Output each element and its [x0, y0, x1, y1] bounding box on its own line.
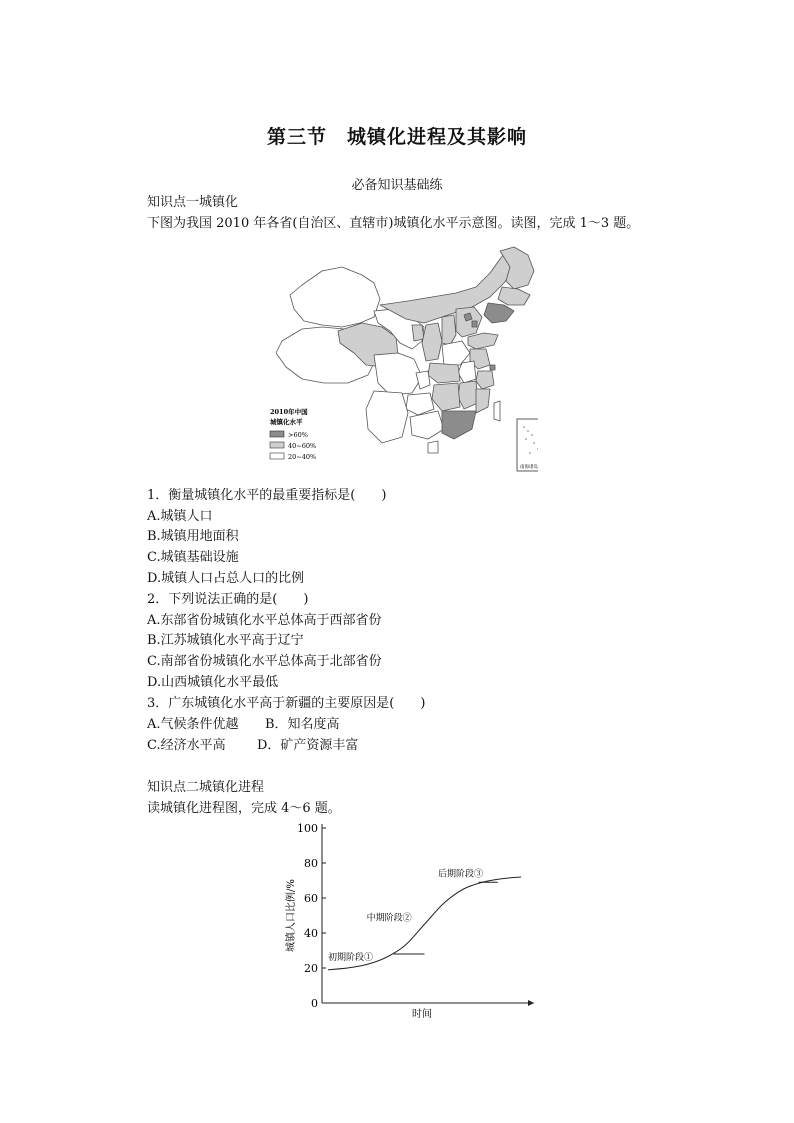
stage-label-3: 后期阶段③ — [438, 869, 484, 880]
legend-label-high: >60% — [288, 431, 308, 439]
south-china-sea-inset — [517, 419, 538, 471]
question-3-option-a: A.气候条件优越 — [147, 717, 239, 732]
province-taiwan — [494, 401, 500, 421]
province-hunan — [432, 383, 460, 411]
question-2-option-c: C.南部省份城镇化水平总体高于北部省份 — [147, 654, 382, 669]
question-1-option-b: B.城镇用地面积 — [147, 529, 239, 544]
province-hebei — [456, 307, 482, 337]
province-guizhou — [406, 393, 434, 415]
question-1-option-a: A.城镇人口 — [147, 509, 213, 524]
question-3-stem: 3．广东城镇化水平高于新疆的主要原因是( ) — [147, 696, 426, 711]
page-title: 第三节 城镇化进程及其影响 — [266, 126, 527, 148]
province-tianjin — [472, 321, 477, 327]
section2-heading: 知识点二城镇化进程 — [147, 780, 265, 795]
y-tick-label-0: 0 — [311, 997, 318, 1010]
province-guangxi — [410, 411, 444, 439]
question-2-stem: 2．下列说法正确的是( ) — [147, 592, 309, 607]
inset-label: 南海诸岛 — [520, 465, 538, 470]
province-shanxi — [442, 315, 456, 345]
question-1-stem: 1．衡量城镇化水平的最重要指标是( ) — [147, 488, 387, 503]
question-2-option-b: B.江苏城镇化水平高于辽宁 — [147, 633, 304, 648]
question-3-options-row-1 — [147, 715, 340, 735]
province-beijing — [464, 313, 472, 321]
y-tick-label-80: 80 — [304, 857, 318, 870]
y-axis-label: 城镇人口比例/% — [286, 879, 297, 952]
province-ningxia — [412, 325, 424, 341]
urbanization-process-chart — [276, 818, 546, 1024]
legend-label-low: 20~40% — [288, 453, 317, 461]
question-3-option-b: B．知名度高 — [265, 717, 340, 732]
legend-title-1: 2010年中国 — [270, 408, 308, 416]
province-henan — [442, 341, 470, 365]
province-hubei — [428, 363, 460, 383]
y-tick-label-100: 100 — [297, 822, 318, 835]
legend-title-2: 城镇化水平 — [270, 418, 303, 426]
province-xinjiang — [290, 267, 380, 327]
x-axis-arrow — [528, 1000, 534, 1006]
legend-swatch-mid — [270, 442, 284, 448]
section1-intro: 下图为我国 2010 年各省(自治区、直辖市)城镇化水平示意图。读图，完成 1～3 题。 — [147, 216, 640, 231]
province-jiangxi — [458, 381, 478, 409]
stage-label-1: 初期阶段① — [328, 953, 374, 963]
china-urbanization-map — [262, 243, 538, 475]
question-1-option-d: D.城镇人口占总人口的比例 — [147, 571, 305, 586]
legend-swatch-low — [270, 453, 284, 459]
province-jilin — [498, 287, 530, 305]
province-sichuan — [374, 353, 422, 395]
stage-label-2: 中期阶段② — [366, 913, 412, 924]
question-3-options-row-2 — [147, 736, 358, 756]
question-1-option-c: C.城镇基础设施 — [147, 550, 239, 565]
question-2-option-a: A.东部省份城镇化水平总体高于西部省份 — [147, 613, 382, 628]
province-chongqing — [416, 371, 430, 389]
y-tick-label-20: 20 — [304, 962, 318, 975]
province-hainan — [428, 441, 438, 453]
province-zhejiang — [476, 371, 494, 389]
page-subtitle: 必备知识基础练 — [351, 178, 443, 193]
x-axis-label: 时间 — [412, 1009, 432, 1020]
question-2-option-d: D.山西城镇化水平最低 — [147, 675, 279, 690]
legend-label-mid: 40~60% — [288, 442, 317, 450]
province-shanghai — [490, 365, 495, 370]
section2-intro: 读城镇化进程图，完成 4～6 题。 — [147, 801, 341, 816]
province-shandong — [468, 333, 498, 349]
y-tick-label-40: 40 — [304, 927, 318, 940]
province-fujian — [476, 389, 490, 413]
section1-heading: 知识点一城镇化 — [147, 195, 239, 210]
province-guangdong — [442, 411, 476, 439]
legend-swatch-high — [270, 431, 284, 437]
question-3-option-d: D．矿产资源丰富 — [257, 738, 359, 753]
province-shaanxi — [422, 323, 442, 361]
y-tick-label-60: 60 — [304, 892, 318, 905]
province-liaoning — [484, 303, 514, 323]
province-yunnan — [366, 391, 408, 443]
question-3-option-c: C.经济水平高 — [147, 738, 226, 753]
